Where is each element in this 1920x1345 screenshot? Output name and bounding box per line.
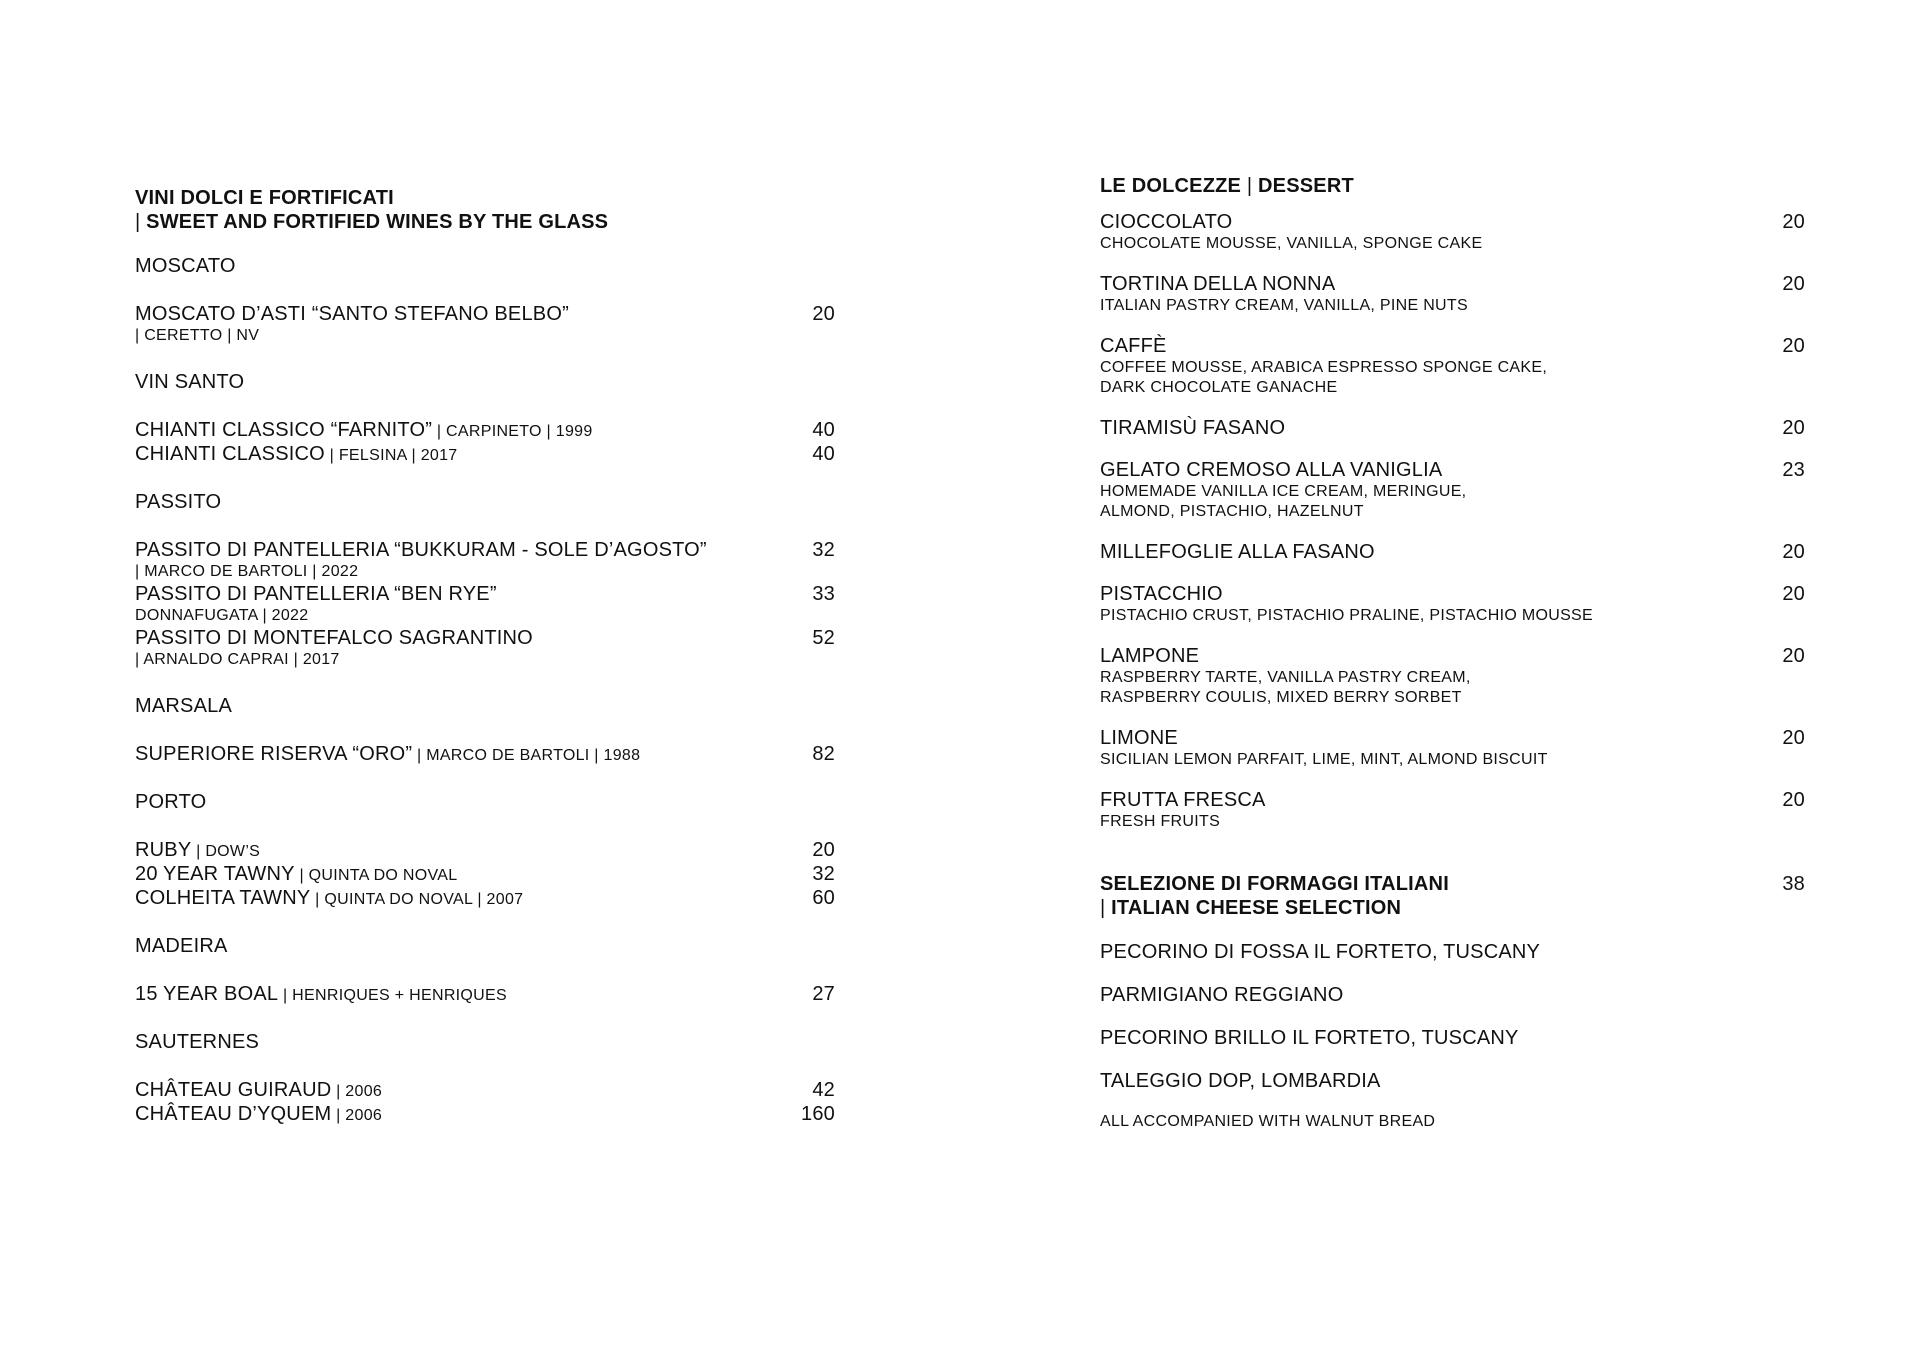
cheese-title-english xyxy=(1100,896,1757,920)
dessert-name: MILLEFOGLIE ALLA FASANO xyxy=(1100,541,1375,563)
wine-meta: | MARCO DE BARTOLI | 2022 xyxy=(135,563,359,580)
wine-name-line xyxy=(135,1102,787,1126)
cheese-note: ALL ACCOMPANIED WITH WALNUT BREAD xyxy=(1100,1113,1436,1130)
wine-name: 20 YEAR TAWNY xyxy=(135,863,295,885)
wine-price: 52 xyxy=(812,627,835,649)
section-label: SAUTERNES xyxy=(135,1031,260,1053)
section-label: MARSALA xyxy=(135,695,232,717)
cheese-title-english-text: ITALIAN CHEESE SELECTION xyxy=(1111,897,1402,919)
wine-item-text xyxy=(135,626,787,670)
dessert-price: 20 xyxy=(1782,417,1805,439)
dessert-price: 20 xyxy=(1782,211,1805,233)
cheese-item: PECORINO BRILLO IL FORTETO, TUSCANY xyxy=(1100,1027,1519,1049)
cheese-list xyxy=(1100,940,1805,1132)
desserts-column xyxy=(1100,174,1805,1132)
wine-name: CHÂTEAU D’YQUEM xyxy=(135,1103,332,1125)
wine-item xyxy=(135,442,835,466)
dessert-description xyxy=(1100,358,1757,398)
wine-item-text xyxy=(135,302,787,346)
cheese-selection-heading xyxy=(1100,872,1805,920)
wine-name: CHIANTI CLASSICO xyxy=(135,443,325,465)
section-label: PASSITO xyxy=(135,491,222,513)
dessert-description: FRESH FRUITS xyxy=(1100,813,1221,830)
dessert-price: 20 xyxy=(1782,541,1805,563)
dessert-price: 23 xyxy=(1782,459,1805,481)
cheese-item: PARMIGIANO REGGIANO xyxy=(1100,984,1344,1006)
wine-section-moscato xyxy=(135,254,835,346)
wine-name: COLHEITA TAWNY xyxy=(135,887,311,909)
wine-item-text xyxy=(135,886,787,910)
wine-section-sauternes xyxy=(135,1030,835,1126)
dessert-item xyxy=(1100,582,1805,626)
wine-inline-meta: | FELSINA | 2017 xyxy=(324,447,458,464)
dessert-item-text xyxy=(1100,726,1757,770)
dessert-item xyxy=(1100,726,1805,770)
wine-item-text xyxy=(135,862,787,886)
wine-list xyxy=(135,302,835,346)
dessert-item xyxy=(1100,416,1805,440)
wine-price: 27 xyxy=(812,983,835,1005)
dessert-description-line-1: COFFEE MOUSSE, ARABICA ESPRESSO SPONGE CAKE, xyxy=(1100,359,1548,376)
wine-price: 82 xyxy=(812,743,835,765)
desserts-title xyxy=(1100,174,1805,198)
wine-name-line xyxy=(135,1078,787,1102)
wine-meta: | CERETTO | NV xyxy=(135,327,260,344)
dessert-price: 20 xyxy=(1782,335,1805,357)
wine-price: 160 xyxy=(801,1103,835,1125)
wine-item xyxy=(135,582,835,626)
wine-list xyxy=(135,418,835,466)
title-separator: | xyxy=(135,211,147,233)
dessert-price: 20 xyxy=(1782,789,1805,811)
wine-name-line xyxy=(135,418,787,442)
wine-list xyxy=(135,838,835,910)
cheese-price: 38 xyxy=(1782,873,1805,895)
wine-inline-meta: | MARCO DE BARTOLI | 1988 xyxy=(412,747,641,764)
dessert-description-line-1: RASPBERRY TARTE, VANILLA PASTRY CREAM, xyxy=(1100,669,1471,686)
wine-name-line xyxy=(135,862,787,886)
dessert-item-text xyxy=(1100,644,1757,708)
wine-item xyxy=(135,626,835,670)
wine-item-text xyxy=(135,582,787,626)
dessert-description: ITALIAN PASTRY CREAM, VANILLA, PINE NUTS xyxy=(1100,297,1468,314)
wine-section-marsala xyxy=(135,694,835,766)
dessert-description-line-2: DARK CHOCOLATE GANACHE xyxy=(1100,379,1338,396)
dessert-item xyxy=(1100,334,1805,398)
wine-meta: DONNAFUGATA | 2022 xyxy=(135,607,309,624)
wine-section-vin-santo xyxy=(135,370,835,466)
wine-list xyxy=(135,982,835,1006)
dessert-description xyxy=(1100,482,1757,522)
wine-inline-meta: | HENRIQUES + HENRIQUES xyxy=(278,987,507,1004)
wine-price: 33 xyxy=(812,583,835,605)
wine-item-text xyxy=(135,742,787,766)
dessert-description: SICILIAN LEMON PARFAIT, LIME, MINT, ALMOND BISCUIT xyxy=(1100,751,1548,768)
dessert-price: 20 xyxy=(1782,273,1805,295)
dessert-description-line-2: RASPBERRY COULIS, MIXED BERRY SORBET xyxy=(1100,689,1462,706)
section-label: PORTO xyxy=(135,791,207,813)
dessert-item xyxy=(1100,272,1805,316)
wine-name-line xyxy=(135,982,787,1006)
desserts-title-english: DESSERT xyxy=(1258,175,1354,197)
wine-inline-meta: | 2006 xyxy=(331,1083,383,1100)
dessert-item-text xyxy=(1100,582,1757,626)
cheese-title-italian: SELEZIONE DI FORMAGGI ITALIANI xyxy=(1100,873,1449,895)
wine-list xyxy=(135,1078,835,1126)
sweet-wines-column xyxy=(135,186,835,1150)
wine-section-porto xyxy=(135,790,835,910)
section-label: MOSCATO xyxy=(135,255,236,277)
wine-price: 40 xyxy=(812,443,835,465)
wine-inline-meta: | QUINTA DO NOVAL xyxy=(294,867,458,884)
wine-inline-meta: | QUINTA DO NOVAL | 2007 xyxy=(310,891,524,908)
wine-name: CHÂTEAU GUIRAUD xyxy=(135,1079,332,1101)
dessert-item xyxy=(1100,458,1805,522)
dessert-item-text xyxy=(1100,210,1757,254)
dessert-description xyxy=(1100,668,1757,708)
dessert-description: PISTACHIO CRUST, PISTACHIO PRALINE, PISTACHIO MOUSSE xyxy=(1100,607,1594,624)
wine-item xyxy=(135,418,835,442)
wine-item xyxy=(135,886,835,910)
dessert-item-text xyxy=(1100,458,1757,522)
wine-item xyxy=(135,1078,835,1102)
wine-section-madeira xyxy=(135,934,835,1006)
wine-item xyxy=(135,1102,835,1126)
wine-item xyxy=(135,742,835,766)
wine-item-text xyxy=(135,1102,787,1126)
wine-inline-meta: | 2006 xyxy=(331,1107,383,1124)
wine-price: 32 xyxy=(812,863,835,885)
wine-item-text xyxy=(135,418,787,442)
section-label: VIN SANTO xyxy=(135,371,245,393)
wine-section-passito xyxy=(135,490,835,670)
wine-name-line xyxy=(135,742,787,766)
dessert-name: CIOCCOLATO xyxy=(1100,211,1233,233)
wine-item xyxy=(135,302,835,346)
wine-item xyxy=(135,838,835,862)
dessert-item-text xyxy=(1100,334,1757,398)
dessert-item-text xyxy=(1100,272,1757,316)
dessert-name: CAFFÈ xyxy=(1100,335,1167,357)
dessert-item-text xyxy=(1100,788,1757,832)
wine-price: 40 xyxy=(812,419,835,441)
wine-inline-meta: | DOW’S xyxy=(191,843,261,860)
wine-item-text xyxy=(135,1078,787,1102)
wine-item xyxy=(135,982,835,1006)
wine-name: PASSITO DI PANTELLERIA “BUKKURAM - SOLE D’AGOSTO” xyxy=(135,539,707,561)
dessert-name: LIMONE xyxy=(1100,727,1178,749)
wine-item-text xyxy=(135,982,787,1006)
wine-inline-meta: | CARPINETO | 1999 xyxy=(432,423,593,440)
dessert-name: TORTINA DELLA NONNA xyxy=(1100,273,1336,295)
dessert-item xyxy=(1100,788,1805,832)
wine-sections xyxy=(135,254,835,1126)
dessert-price: 20 xyxy=(1782,583,1805,605)
cheese-item: TALEGGIO DOP, LOMBARDIA xyxy=(1100,1070,1381,1092)
wine-list xyxy=(135,538,835,670)
dessert-name: LAMPONE xyxy=(1100,645,1200,667)
dessert-item xyxy=(1100,540,1805,564)
wine-name-line xyxy=(135,442,787,466)
wine-price: 32 xyxy=(812,539,835,561)
wine-name: 15 YEAR BOAL xyxy=(135,983,279,1005)
wine-price: 42 xyxy=(812,1079,835,1101)
wine-price: 20 xyxy=(812,839,835,861)
dessert-item xyxy=(1100,644,1805,708)
dessert-name: FRUTTA FRESCA xyxy=(1100,789,1266,811)
dessert-item-text xyxy=(1100,540,1757,564)
wine-item-text xyxy=(135,442,787,466)
dessert-name: GELATO CREMOSO ALLA VANIGLIA xyxy=(1100,459,1443,481)
wine-item-text xyxy=(135,538,787,582)
dessert-description: CHOCOLATE MOUSSE, VANILLA, SPONGE CAKE xyxy=(1100,235,1483,252)
dessert-name: PISTACCHIO xyxy=(1100,583,1223,605)
wine-price: 20 xyxy=(812,303,835,325)
cheese-item: PECORINO DI FOSSA IL FORTETO, TUSCANY xyxy=(1100,941,1541,963)
wine-name: MOSCATO D’ASTI “SANTO STEFANO BELBO” xyxy=(135,303,569,325)
section-label: MADEIRA xyxy=(135,935,228,957)
sweet-wines-title xyxy=(135,186,835,234)
dessert-price: 20 xyxy=(1782,645,1805,667)
dessert-price: 20 xyxy=(1782,727,1805,749)
sweet-wines-title-english-text: SWEET AND FORTIFIED WINES BY THE GLASS xyxy=(146,211,609,233)
wine-price: 60 xyxy=(812,887,835,909)
dessert-item-text xyxy=(1100,416,1757,440)
cheese-title xyxy=(1100,872,1757,920)
wine-name: PASSITO DI PANTELLERIA “BEN RYE” xyxy=(135,583,497,605)
dessert-description-line-1: HOMEMADE VANILLA ICE CREAM, MERINGUE, xyxy=(1100,483,1467,500)
title-separator: | xyxy=(1241,175,1259,197)
wine-item xyxy=(135,538,835,582)
dessert-item xyxy=(1100,210,1805,254)
desserts-title-italian: LE DOLCEZZE xyxy=(1100,175,1242,197)
wine-item xyxy=(135,862,835,886)
dessert-description-line-2: ALMOND, PISTACHIO, HAZELNUT xyxy=(1100,503,1364,520)
title-separator: | xyxy=(1100,897,1112,919)
wine-list xyxy=(135,742,835,766)
dessert-name: TIRAMISÙ FASANO xyxy=(1100,417,1286,439)
wine-item-text xyxy=(135,838,787,862)
wine-name-line xyxy=(135,886,787,910)
wine-meta: | ARNALDO CAPRAI | 2017 xyxy=(135,651,340,668)
sweet-wines-title-english xyxy=(135,210,835,234)
wine-name: SUPERIORE RISERVA “ORO” xyxy=(135,743,413,765)
dessert-list xyxy=(1100,210,1805,832)
wine-name: RUBY xyxy=(135,839,192,861)
wine-name: CHIANTI CLASSICO “FARNITO” xyxy=(135,419,433,441)
wine-name-line xyxy=(135,838,787,862)
sweet-wines-title-italian: VINI DOLCI E FORTIFICATI xyxy=(135,187,394,209)
wine-name: PASSITO DI MONTEFALCO SAGRANTINO xyxy=(135,627,533,649)
